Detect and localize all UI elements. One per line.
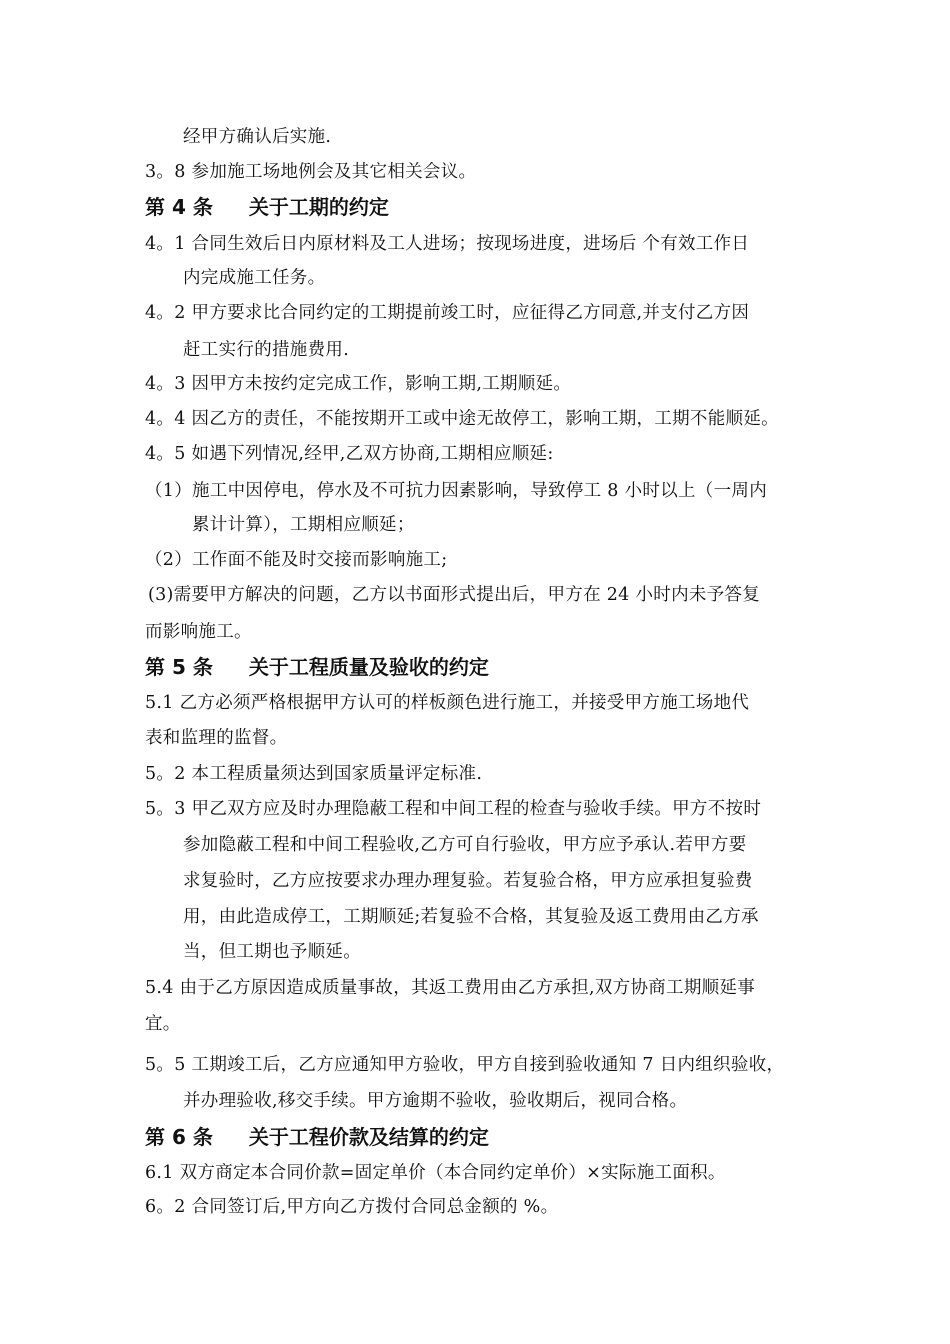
clause-6-2: 6。2 合同签订后,甲方向乙方拨付合同总金额的 %。 — [145, 1197, 559, 1217]
clause-4-1: 4。1 合同生效后日内原材料及工人进场；按现场进度，进场后 个有效工作日 — [145, 234, 750, 254]
article-5-title: 关于工程质量及验收的约定 — [248, 655, 489, 679]
text-line: 赶工实行的措施费用. — [183, 340, 350, 360]
item-1: （1）施工中因停电，停水及不可抗力因素影响，导致停工 8 小时以上（一周内 — [145, 481, 767, 501]
text-line: 求复验时，乙方应按要求办理办理复验。若复验合格，甲方应承担复验费 — [183, 871, 753, 891]
article-4-heading — [145, 194, 389, 220]
clause-4-4: 4。4 因乙方的责任，不能按期开工或中途无故停工，影响工期，工期不能顺延。 — [145, 409, 779, 429]
clause-5-5: 5。5 工期竣工后，乙方应通知甲方验收，甲方自接到验收通知 7 日内组织验收， — [145, 1055, 785, 1075]
text-line: 累计计算），工期相应顺延； — [192, 515, 415, 535]
clause-4-2: 4。2 甲方要求比合同约定的工期提前竣工时，应征得乙方同意,并支付乙方因 — [145, 303, 750, 323]
text-line: 当，但工期也予顺延。 — [183, 942, 361, 962]
text-line: 并办理验收,移交手续。甲方逾期不验收，验收期后，视同合格。 — [183, 1091, 688, 1111]
clause-5-2: 5。2 本工程质量须达到国家质量评定标准. — [145, 764, 483, 784]
text-line: 参加隐蔽工程和中间工程验收,乙方可自行验收，甲方应予承认.若甲方要 — [183, 835, 747, 855]
text-line: 而影响施工。 — [145, 622, 252, 642]
item-3: (3)需要甲方解决的问题，乙方以书面形式提出后，甲方在 24 小时内未予答复 — [148, 585, 761, 605]
article-4-title: 关于工期的约定 — [248, 195, 389, 219]
text-line: 经甲方确认后实施. — [183, 127, 332, 147]
clause-5-4: 5.4 由于乙方原因造成质量事故，其返工费用由乙方承担,双方协商工期顺延事 — [145, 978, 756, 998]
article-6-title: 关于工程价款及结算的约定 — [248, 1125, 489, 1149]
article-4-number: 第 4 条 — [145, 195, 213, 219]
article-6-number: 第 6 条 — [145, 1125, 213, 1149]
article-5-number: 第 5 条 — [145, 655, 213, 679]
clause-4-3: 4。3 因甲方未按约定完成工作，影响工期,工期顺延。 — [145, 374, 572, 394]
item-2: （2）工作面不能及时交接而影响施工; — [145, 550, 448, 570]
clause-3-8: 3。8 参加施工场地例会及其它相关会议。 — [145, 162, 477, 182]
article-5-heading — [145, 654, 489, 680]
text-line: 用，由此造成停工，工期顺延;若复验不合格，其复验及返工费用由乙方承 — [183, 907, 759, 927]
clause-6-1: 6.1 双方商定本合同价款=固定单价（本合同约定单价）×实际施工面积。 — [145, 1163, 726, 1183]
text-line: 表和监理的监督。 — [145, 728, 288, 748]
clause-5-1: 5.1 乙方必须严格根据甲方认可的样板颜色进行施工，并接受甲方施工场地代 — [145, 693, 750, 713]
text-line: 内完成施工任务。 — [183, 268, 326, 288]
article-6-heading — [145, 1124, 489, 1150]
clause-5-3: 5。3 甲乙双方应及时办理隐蔽工程和中间工程的检查与验收手续。甲方不按时 — [145, 799, 762, 819]
clause-4-5: 4。5 如遇下列情况,经甲,乙双方协商,工期相应顺延: — [145, 444, 554, 464]
text-line: 宜。 — [145, 1014, 181, 1034]
